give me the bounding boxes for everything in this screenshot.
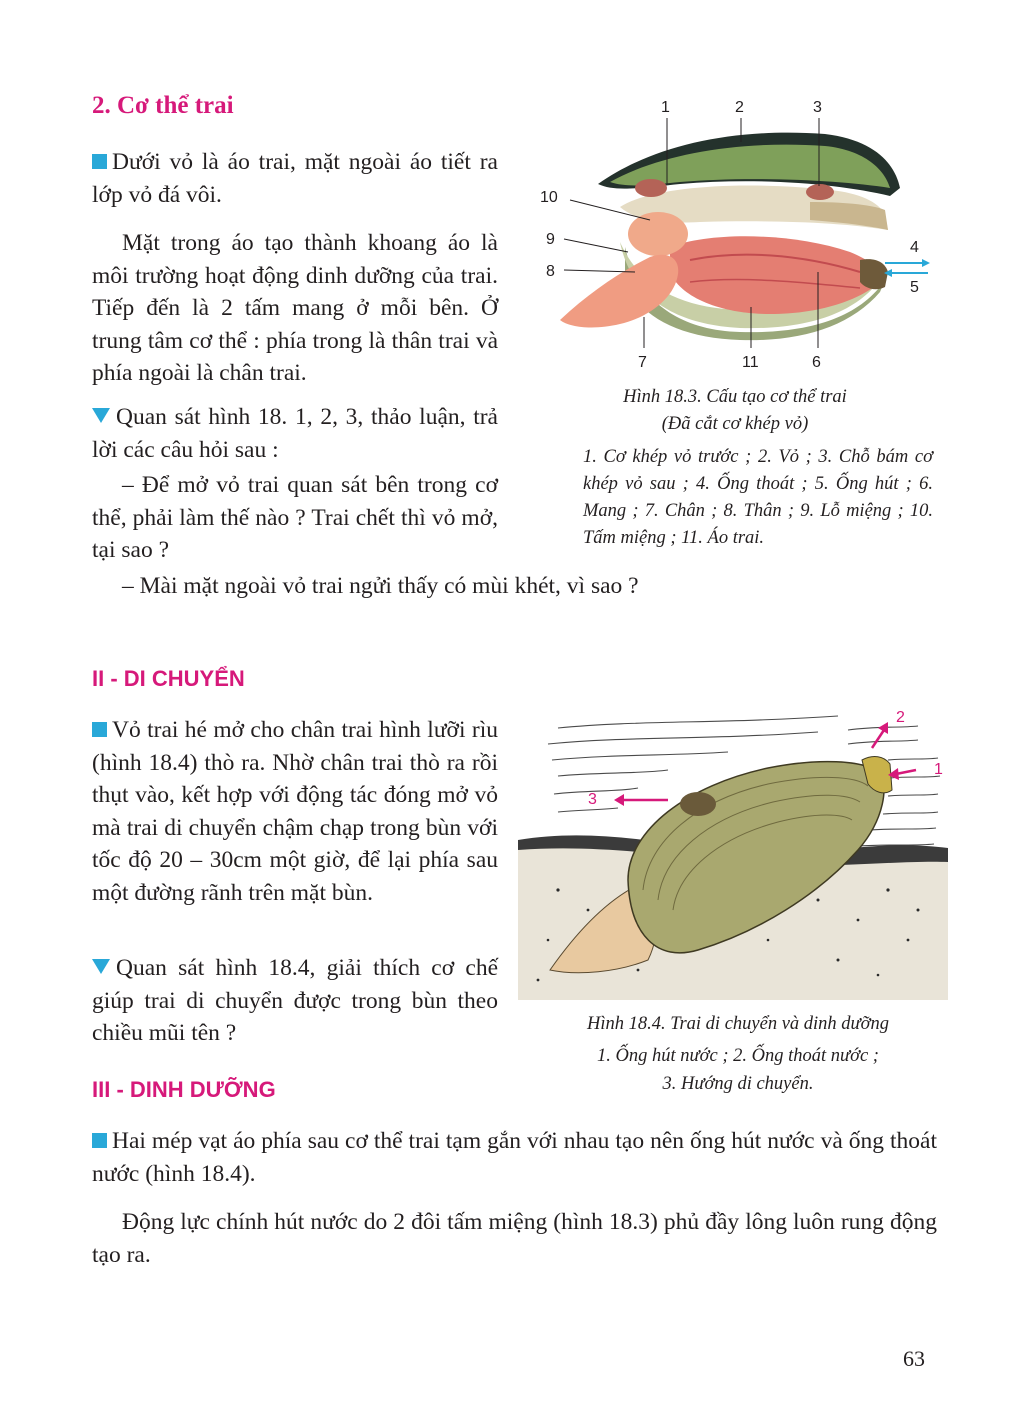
task-observe-figures-text: Quan sát hình 18. 1, 2, 3, thảo luận, trả lời các câu hỏi sau :	[92, 404, 498, 463]
fig183-label-3: 3	[813, 99, 822, 116]
square-bullet-icon	[92, 722, 107, 737]
fig184-label-2: 2	[896, 709, 905, 726]
question-open-shell: – Để mở vỏ trai quan sát bên trong cơ thể, phải làm thế nào ? Trai chết thì vỏ mở, tại sao ?	[92, 472, 498, 563]
task-observe-fig-18-4-text: Quan sát hình 18.4, giải thích cơ chế giúp trai di chuyển được trong bùn theo chiều mũi tên ?	[92, 955, 498, 1046]
paragraph-siphons	[92, 1125, 937, 1190]
page-number: 63	[903, 1346, 925, 1371]
fig183-label-7: 7	[638, 354, 647, 371]
fig183-label-11: 11	[742, 354, 759, 371]
paragraph-movement	[92, 714, 498, 909]
fig184-label-3: 3	[588, 791, 597, 808]
figure-18-4-mussel-moving	[518, 700, 948, 1000]
section-heading-body: 2. Cơ thể trai	[92, 92, 234, 119]
fig183-label-1: 1	[661, 99, 670, 116]
fig183-label-6: 6	[812, 354, 821, 371]
square-bullet-icon	[92, 154, 107, 169]
paragraph-movement-text: Vỏ trai hé mở cho chân trai hình lưỡi rìu (hình 18.4) thò ra. Nhờ chân trai thò ra rồi thụt vào, kết hợp với động tác đóng mở vỏ mà trai di chuyển chậm chạp trong bùn với tốc độ 20 – 30cm một giờ, để lại phía sau một đường rãnh trên mặt bùn.	[92, 717, 498, 906]
fig183-label-8: 8	[546, 263, 555, 280]
question-burnt-smell: – Mài mặt ngoài vỏ trai ngửi thấy có mùi khét, vì sao ?	[122, 573, 639, 599]
fig183-label-5: 5	[910, 279, 919, 296]
task-observe-fig-18-4	[92, 952, 498, 1050]
fig183-label-10: 10	[540, 189, 558, 206]
fig183-label-2: 2	[735, 99, 744, 116]
section-heading-nutrition: III - DINH DƯỠNG	[92, 1077, 276, 1102]
paragraph-mantle-text: Dưới vỏ là áo trai, mặt ngoài áo tiết ra lớp vỏ đá vôi.	[92, 149, 498, 208]
figure-18-3-mussel-anatomy	[540, 92, 940, 377]
fig183-label-9: 9	[546, 231, 555, 248]
paragraph-water-driver: Động lực chính hút nước do 2 đôi tấm miệng (hình 18.3) phủ đầy lông luôn rung động tạo ra.	[92, 1209, 937, 1268]
figure-18-3-legend: 1. Cơ khép vỏ trước ; 2. Vỏ ; 3. Chỗ bám cơ khép vỏ sau ; 4. Ống thoát ; 5. Ống hút ; 6. Mang ; 7. Chân ; 8. Thân ; 9. Lỗ miệng ; 10. Tấm miệng ; 11. Áo trai.	[583, 447, 933, 548]
section-heading-movement: II - DI CHUYỂN	[92, 666, 245, 691]
paragraph-siphons-text: Hai mép vạt áo phía sau cơ thể trai tạm gắn với nhau tạo nên ống hút nước và ống thoát nước (hình 18.4).	[92, 1128, 937, 1187]
figure-18-3-title: Hình 18.3. Cấu tạo cơ thể trai	[623, 387, 847, 407]
figure-18-4-legend-2: 3. Hướng di chuyển.	[662, 1074, 814, 1094]
figure-18-4-title: Hình 18.4. Trai di chuyển và dinh dưỡng	[586, 1014, 890, 1034]
figure-18-4-legend-1: 1. Ống hút nước ; 2. Ống thoát nước ;	[597, 1046, 879, 1066]
paragraph-body-structure: Mặt trong áo tạo thành khoang áo là môi trường hoạt động dinh dưỡng của trai. Tiếp đến là 2 tấm mang ở mỗi bên. Ở trung tâm cơ thể : phía trong là thân trai và phía ngoài là chân trai.	[92, 230, 498, 386]
triangle-bullet-icon	[92, 959, 110, 974]
square-bullet-icon	[92, 1133, 107, 1148]
mussel-moving-illustration	[518, 700, 948, 1000]
mussel-anatomy-illustration	[540, 92, 940, 377]
figure-18-3-subtitle: (Đã cắt cơ khép vỏ)	[661, 414, 809, 434]
task-observe-figures	[92, 401, 498, 466]
triangle-bullet-icon	[92, 408, 110, 423]
fig184-label-1: 1	[934, 761, 943, 778]
paragraph-mantle	[92, 146, 498, 211]
fig183-label-4: 4	[910, 239, 919, 256]
